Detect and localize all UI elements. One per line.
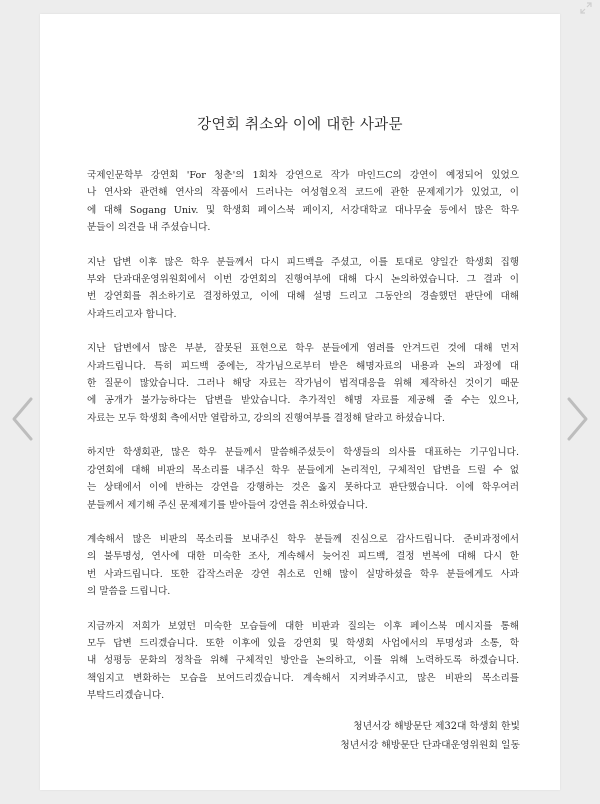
- document-body: [87, 167, 519, 722]
- text-line: 부와 단과대운영위원회에서 이번 강연회의 진행여부에 대해 다시 논의하였습니다. 그 결과 이: [87, 274, 519, 286]
- text-line: 모두 답변 드리겠습니다. 또한 이후에 있을 강연회 및 학생회 사업에서의 투명성과 소통, 학: [87, 637, 519, 649]
- text-line: 하지만 학생회관, 많은 학우 분들께서 말씀해주셨듯이 학생들의 의사를 대표하는 기구입니다.: [87, 447, 519, 459]
- text-line: 책임지고 변화하는 모습을 보여드리겠습니다. 계속해서 지켜봐주시고, 많은 비판의 목소리를: [87, 672, 519, 684]
- text-line: 에 공개가 불가능하다는 답변을 받았습니다. 추가적인 해명 자료를 제공해 줄 수는 있으나,: [87, 395, 519, 407]
- text-line: 자료는 모두 학생회 측에서만 열람하고, 강의의 진행여부를 결정해 달라고 하셨습니다.: [87, 412, 445, 424]
- text-line: 계속해서 많은 비판의 목소리를 보내주신 학우 분들께 진심으로 감사드립니다. 준비과정에서: [87, 533, 519, 545]
- text-line: 번 강연회를 취소하기로 결정하였고, 이에 대해 설명 드리고 그동안의 경솔했던 판단에 대해: [87, 291, 519, 303]
- paragraph: [87, 444, 519, 514]
- text-line: 는 상태에서 이에 반하는 강연을 강행하는 것은 옳지 못하다고 판단했습니다. 이에 학우여러: [87, 482, 519, 494]
- text-line: 국제인문학부 강연회 'For 청춘'의 1회차 강연으로 작가 마인드C의 강연이 예정되어 있었으: [87, 170, 519, 181]
- chevron-left-icon: [9, 396, 35, 442]
- previous-image-button[interactable]: [9, 396, 35, 442]
- text-line: 번 사과드립니다. 또한 갑작스러운 강연 취소로 인해 많이 실망하셨을 학우 분들에게도 사과: [87, 568, 519, 580]
- signature-line: 청년서강 해방문단 단과대운영위원회 일동: [340, 740, 520, 751]
- paragraph: [87, 167, 519, 237]
- expand-icon: [580, 2, 592, 14]
- text-line: 지난 답변 이후 많은 학우 분들께서 다시 피드백을 주셨고, 이를 토대로 양일간 학생회 집행: [87, 256, 519, 268]
- text-line: 내 성평등 문화의 정착을 위해 구체적인 방안을 논의하고, 이를 위해 노력하도록 하겠습니다.: [87, 655, 519, 667]
- text-line: 사과드리고자 합니다.: [87, 308, 177, 320]
- text-line: 사과드립니다. 특히 피드백 중에는, 작가님으로부터 받은 해명자료의 내용과 논의 과정에 대: [87, 360, 519, 372]
- text-line: 나 연사와 관련해 연사의 작품에서 드러나는 여성혐오적 코드에 관한 문제제기가 있었고, 이: [87, 187, 519, 199]
- text-line: 의 말씀을 드립니다.: [87, 586, 171, 598]
- expand-button[interactable]: [580, 2, 592, 14]
- text-line: 강연회에 대해 비판의 목소리를 내주신 학우 분들에게 논리적인, 구체적인 답변을 드릴 수 없: [87, 464, 519, 476]
- text-line: 에 대해 Sogang Univ. 및 학생회 페이스북 페이지, 서강대학교 대나무숲 등에서 많은 학우: [87, 204, 519, 216]
- paragraph: [87, 618, 519, 705]
- document-title: 강연회 취소와 이에 대한 사과문: [197, 117, 403, 133]
- signature-block: [340, 717, 520, 755]
- document-page: [40, 14, 560, 790]
- text-line: 분들께서 제기해 주신 문제제기를 받아들여 강연을 취소하였습니다.: [87, 499, 368, 511]
- signature-line: 청년서강 해방문단 제32대 학생회 한빛: [353, 721, 520, 732]
- paragraph: [87, 254, 519, 324]
- text-line: 지금까지 저희가 보였던 미숙한 모습들에 대한 비판과 질의는 이후 페이스북 메시지를 통해: [87, 620, 519, 632]
- paragraph: [87, 531, 519, 601]
- chevron-right-icon: [565, 396, 591, 442]
- text-line: 한 질문이 많았습니다. 그러나 해당 자료는 작가님이 법적대응을 위해 제작하신 것이기 때문: [87, 378, 519, 390]
- next-image-button[interactable]: [565, 396, 591, 442]
- text-line: 부탁드리겠습니다.: [87, 690, 165, 702]
- paragraph: [87, 340, 519, 427]
- text-line: 분들이 의견을 내 주셨습니다.: [87, 222, 211, 234]
- text-line: 의 불투명성, 연사에 대한 미숙한 조사, 계속해서 늦어진 피드백, 결정 번복에 대해 다시 한: [87, 551, 519, 563]
- text-line: 지난 답변에서 많은 부분, 잘못된 표현으로 학우 분들에게 염려를 안겨드린 것에 대해 먼저: [87, 343, 519, 355]
